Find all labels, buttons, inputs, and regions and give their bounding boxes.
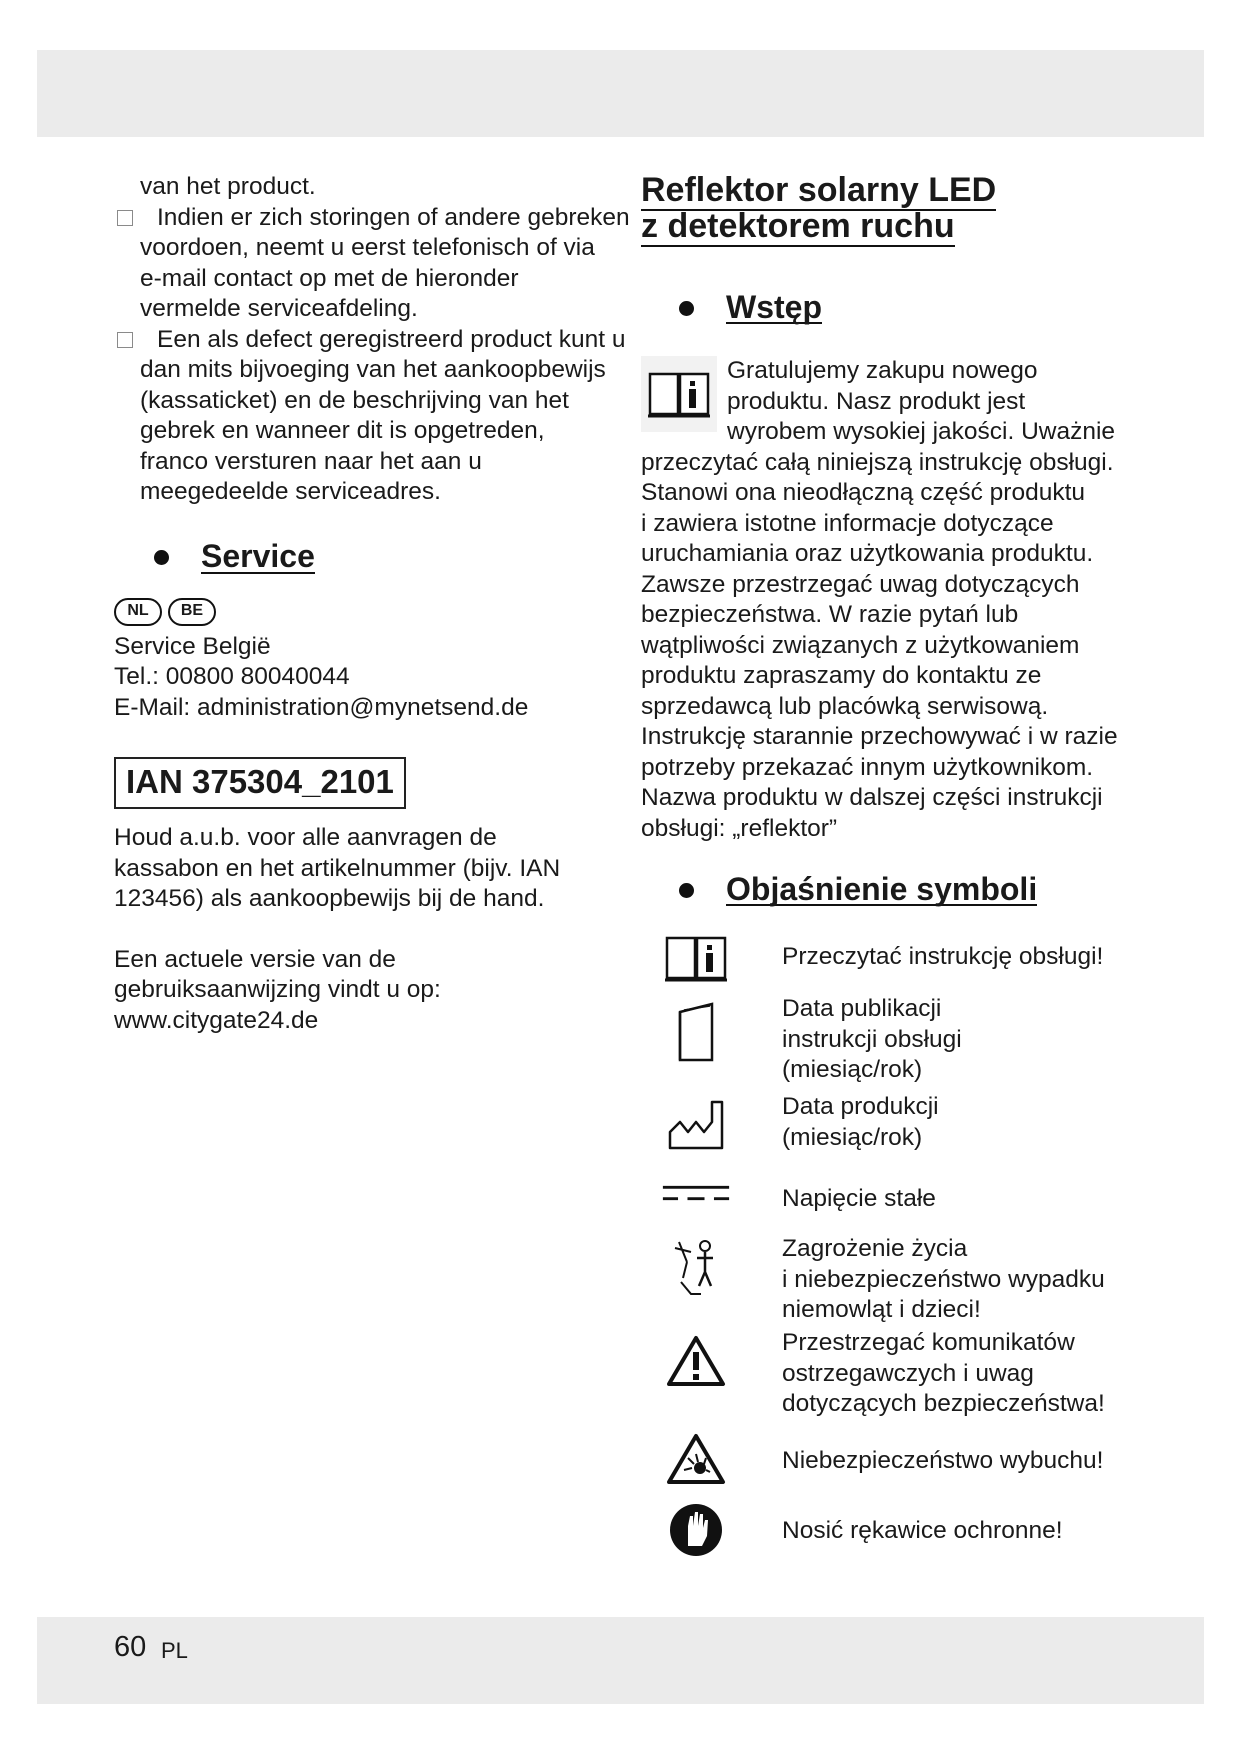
version-note: Een actuele versie van de gebruiksaanwijzing vindt u op: www.citygate24.de: [114, 945, 441, 1034]
country-badges: [114, 598, 634, 626]
receipt-note: Houd a.u.b. voor alle aanvragen de kassabon en het artikelnummer (bijv. IAN 123456) als aankoopbewijs bij de hand.: [114, 824, 561, 912]
symbols-list: Przeczytać instrukcję obsługi! Data publikacji instrukcji obsługi (miesiąc/rok) Data produkcji (miesiąc/rok) Napięcie stałe Zagrożenie życia i niebezpieczeństwo wypadku niemowląt i dzieci! Przestrzegać komunikatów ostrzegawczych i uwag dotyczących bezpieczeństwa! Niebezpieczeństwo wybuchu! Nosić rękawice ochronne!: [641, 932, 1141, 1552]
left-column: [114, 172, 634, 1036]
warning-triangle-icon: [661, 1334, 731, 1388]
list-item: Een als defect geregistreerd product kunt u dan mits bijvoeging van het aankoopbewijs (kassaticket) en de beschrijving van het gebrek en wanneer dit is opgetreden, franco versturen naar het aan u meegedeelde serviceadres.: [114, 325, 634, 508]
service-heading: Service: [114, 538, 634, 578]
header-band: [37, 50, 1204, 137]
symbols-heading: Objaśnienie symboli: [641, 870, 1131, 910]
direct-current-icon: [661, 1182, 731, 1204]
page-number: 60: [114, 1631, 147, 1663]
bullet-dot-icon: [679, 883, 694, 898]
page-title: Reflektor solarny LED z detektorem ruchu: [641, 171, 997, 245]
read-manual-icon: [641, 356, 717, 432]
checkbox-bullet-icon: [117, 332, 133, 348]
bullet-dot-icon: [679, 301, 694, 316]
checkbox-bullet-icon: [117, 210, 133, 226]
intro-text: Gratulujemy zakupu nowego produktu. Nasz produkt jest wyrobem wysokiej jakości. Uważnie przeczytać całą niniejszą instrukcję obsługi. Stanowi ona nieodłączną część produktu i zawiera istotne informacje dotyczące uruchamiania oraz użytkowania produktu. Zawsze przestrzegać uwag dotyczących bezpieczeństwa. W razie pytań lub wątpliwości związanych z użytkowaniem produktu zapraszamy do kontaktu ze sprzedawcą lub placówką serwisową. Instrukcję starannie przechowywać i w razie potrzeby przekazać innym użytkownikom. Nazwa produktu w dalszej części instrukcji obsługi: „reflektor”: [641, 357, 1118, 842]
gloves-icon: [661, 1502, 731, 1558]
child-danger-icon: [661, 1238, 731, 1298]
footer-band: [37, 1617, 1204, 1704]
service-contact: Service België Tel.: 00800 80040044 E-Mail: administration@mynetsend.de: [114, 632, 529, 721]
list-item: Indien er zich storingen of andere gebreken voordoen, neemt u eerst telefonisch of via e-mail contact op met de hieronder vermelde serviceafdeling.: [114, 203, 634, 325]
bullet-dot-icon: [154, 550, 169, 565]
right-column: [641, 171, 1131, 1544]
explosion-icon: [661, 1432, 731, 1486]
factory-icon: [661, 1098, 731, 1152]
page-language: PL: [161, 1638, 188, 1663]
continuation-line: van het product.: [140, 173, 316, 200]
country-badge-be: BE: [168, 598, 216, 626]
read-manual-icon: [661, 932, 731, 984]
country-badge-nl: NL: [114, 598, 162, 626]
intro-heading: Wstęp: [641, 288, 1131, 328]
ian-number-box: IAN 375304_2101: [114, 757, 406, 809]
booklet-icon: [661, 998, 731, 1066]
